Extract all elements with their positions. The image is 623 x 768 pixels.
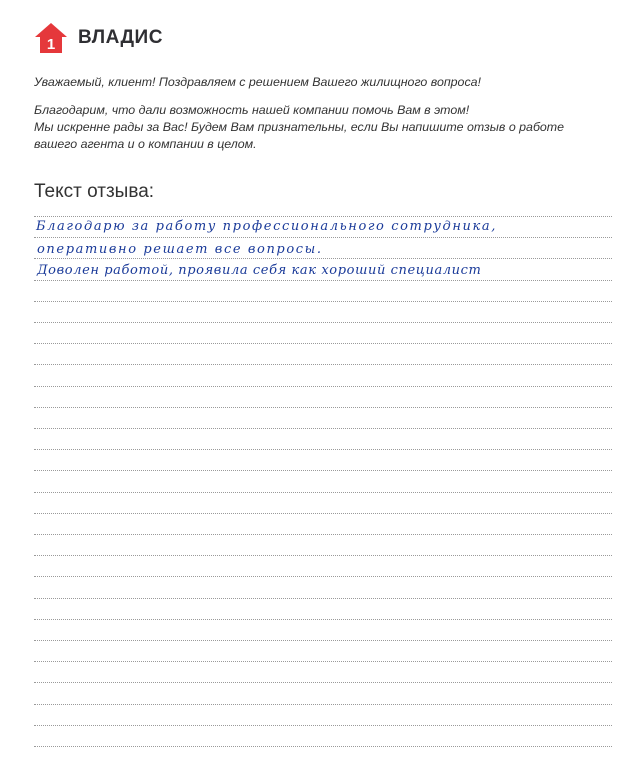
ruled-line xyxy=(34,364,612,365)
ruled-line xyxy=(34,322,612,323)
ruled-lines xyxy=(34,0,612,768)
ruled-line xyxy=(34,534,612,535)
ruled-line xyxy=(34,725,612,726)
ruled-line xyxy=(34,640,612,641)
thanks-line-2: Мы искренне рады за Вас! Будем Вам признательны, если Вы напишите отзыв о работе xyxy=(34,120,565,134)
ruled-line xyxy=(34,258,612,259)
ruled-line xyxy=(34,682,612,683)
ruled-line xyxy=(34,301,612,302)
thanks-line-3: вашего агента и о компании в целом. xyxy=(34,137,257,151)
ruled-line xyxy=(34,492,612,493)
ruled-line xyxy=(34,661,612,662)
review-title: Текст отзыва: xyxy=(34,181,155,202)
ruled-line xyxy=(34,470,612,471)
ruled-line xyxy=(34,428,612,429)
ruled-line xyxy=(34,555,612,556)
ruled-line xyxy=(34,704,612,705)
ruled-line xyxy=(34,407,612,408)
ruled-line xyxy=(34,449,612,450)
handwritten-line: оперативно решает все вопросы. xyxy=(37,242,323,257)
thanks-line-1: Благодарим, что дали возможность нашей компании помочь Вам в этом! xyxy=(34,103,470,117)
ruled-line xyxy=(34,216,612,217)
handwritten-line: Благодарю за работу профессионального сотрудника, xyxy=(36,219,497,234)
ruled-line xyxy=(34,513,612,514)
handwritten-line: Доволен работой, проявила себя как хороший специалист xyxy=(37,263,482,278)
svg-text:1: 1 xyxy=(46,36,56,53)
ruled-line xyxy=(34,386,612,387)
ruled-line xyxy=(34,746,612,747)
ruled-line xyxy=(34,280,612,281)
ruled-line xyxy=(34,343,612,344)
ruled-line xyxy=(34,576,612,577)
greeting-text: Уважаемый, клиент! Поздравляем с решением Вашего жилищного вопроса! xyxy=(34,75,481,89)
ruled-line xyxy=(34,619,612,620)
brand-name: ВЛАДИС xyxy=(78,27,163,48)
ruled-line xyxy=(34,598,612,599)
ruled-line xyxy=(34,237,612,238)
